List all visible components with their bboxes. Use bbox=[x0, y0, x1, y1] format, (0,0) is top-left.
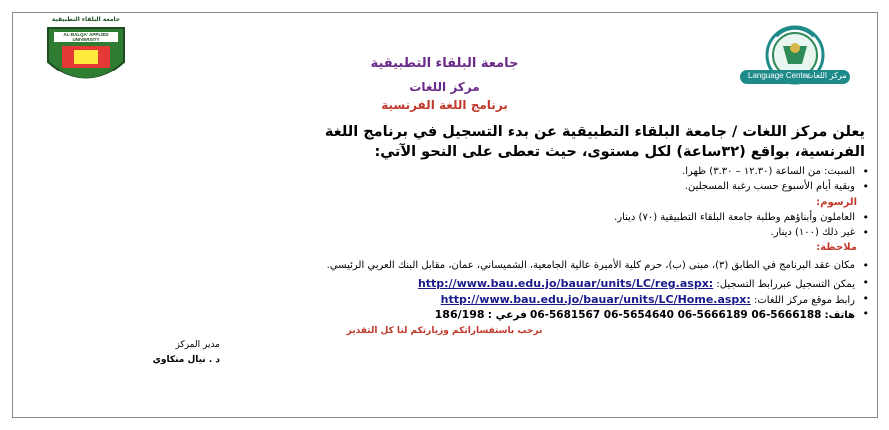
intro-line-2: الفرنسية، بواقع (٣٢ساعة) لكل مستوى، حيث تعطى على النحو الآتي: bbox=[374, 144, 865, 160]
register-link[interactable]: http://www.bau.edu.jo/bauar/units/LC/reg.aspx: bbox=[417, 277, 714, 290]
language-center-logo-text: Language Center bbox=[748, 71, 810, 80]
signature-title: مدير المركز bbox=[175, 340, 220, 350]
fees-item-others: • غير ذلك (١٠٠) دينار. bbox=[771, 227, 855, 238]
fees-item-staff: • العاملون وأبناؤهم وطلبة جامعة البلقاء التطبيقية (٧٠) دينار. bbox=[614, 212, 855, 223]
center-title: مركز اللغات bbox=[409, 80, 480, 94]
site-link[interactable]: http://www.bau.edu.jo/bauar/units/LC/Home.aspx: bbox=[440, 293, 751, 306]
notes-location: • مكان عقد البرنامج في الطابق (٣)، مبنى (ب)، حرم كلية الأميرة عالية الجامعية، الشميساني، عمان، مقابل البنك العربي الرئيسي. bbox=[327, 260, 855, 271]
notes-site bbox=[441, 293, 855, 306]
schedule-item-saturday: • السبت: من الساعة (١٢.٣٠ – ٣.٣٠) ظهرا. bbox=[682, 166, 855, 177]
ext-number: 186/198 bbox=[434, 308, 485, 321]
notes-register bbox=[418, 277, 855, 290]
university-title: جامعة البلقاء التطبيقية bbox=[370, 56, 519, 71]
site-label: رابط موقع مركز اللغات: bbox=[754, 295, 855, 306]
university-logo-text-ar: جامعة البلقاء التطبيقية bbox=[51, 16, 121, 23]
intro-line-1: يعلن مركز اللغات / جامعة البلقاء التطبيقية عن بدء التسجيل في برنامج اللغة bbox=[324, 124, 865, 140]
fees-title: الرسوم: bbox=[816, 197, 857, 208]
notes-phone bbox=[435, 308, 855, 321]
notes-title: ملاحظة: bbox=[816, 242, 857, 253]
register-label: يمكن التسجيل عبررابط التسجيل: bbox=[716, 279, 855, 290]
phone-label: هاتف: bbox=[824, 310, 855, 321]
phone-numbers: 06-5681567 06-5654640 06-5666189 06-5666188 bbox=[530, 309, 822, 321]
university-logo-text: AL-BALQA' APPLIED UNIVERSITY bbox=[63, 32, 109, 42]
ext-label: فرعي : bbox=[487, 309, 527, 321]
program-title: برنامج اللغة الفرنسية bbox=[381, 98, 508, 112]
welcome-text: نرحب باستفساراتكم وزيارتكم لنا كل التقدير bbox=[346, 326, 543, 336]
language-center-logo-text-ar: مركز اللغات bbox=[806, 71, 847, 80]
signature-name: د . نيال منكاوي bbox=[152, 355, 220, 365]
schedule-item-weekdays: • وبقية أيام الأسبوع حسب رغبة المسجلين. bbox=[685, 181, 855, 192]
